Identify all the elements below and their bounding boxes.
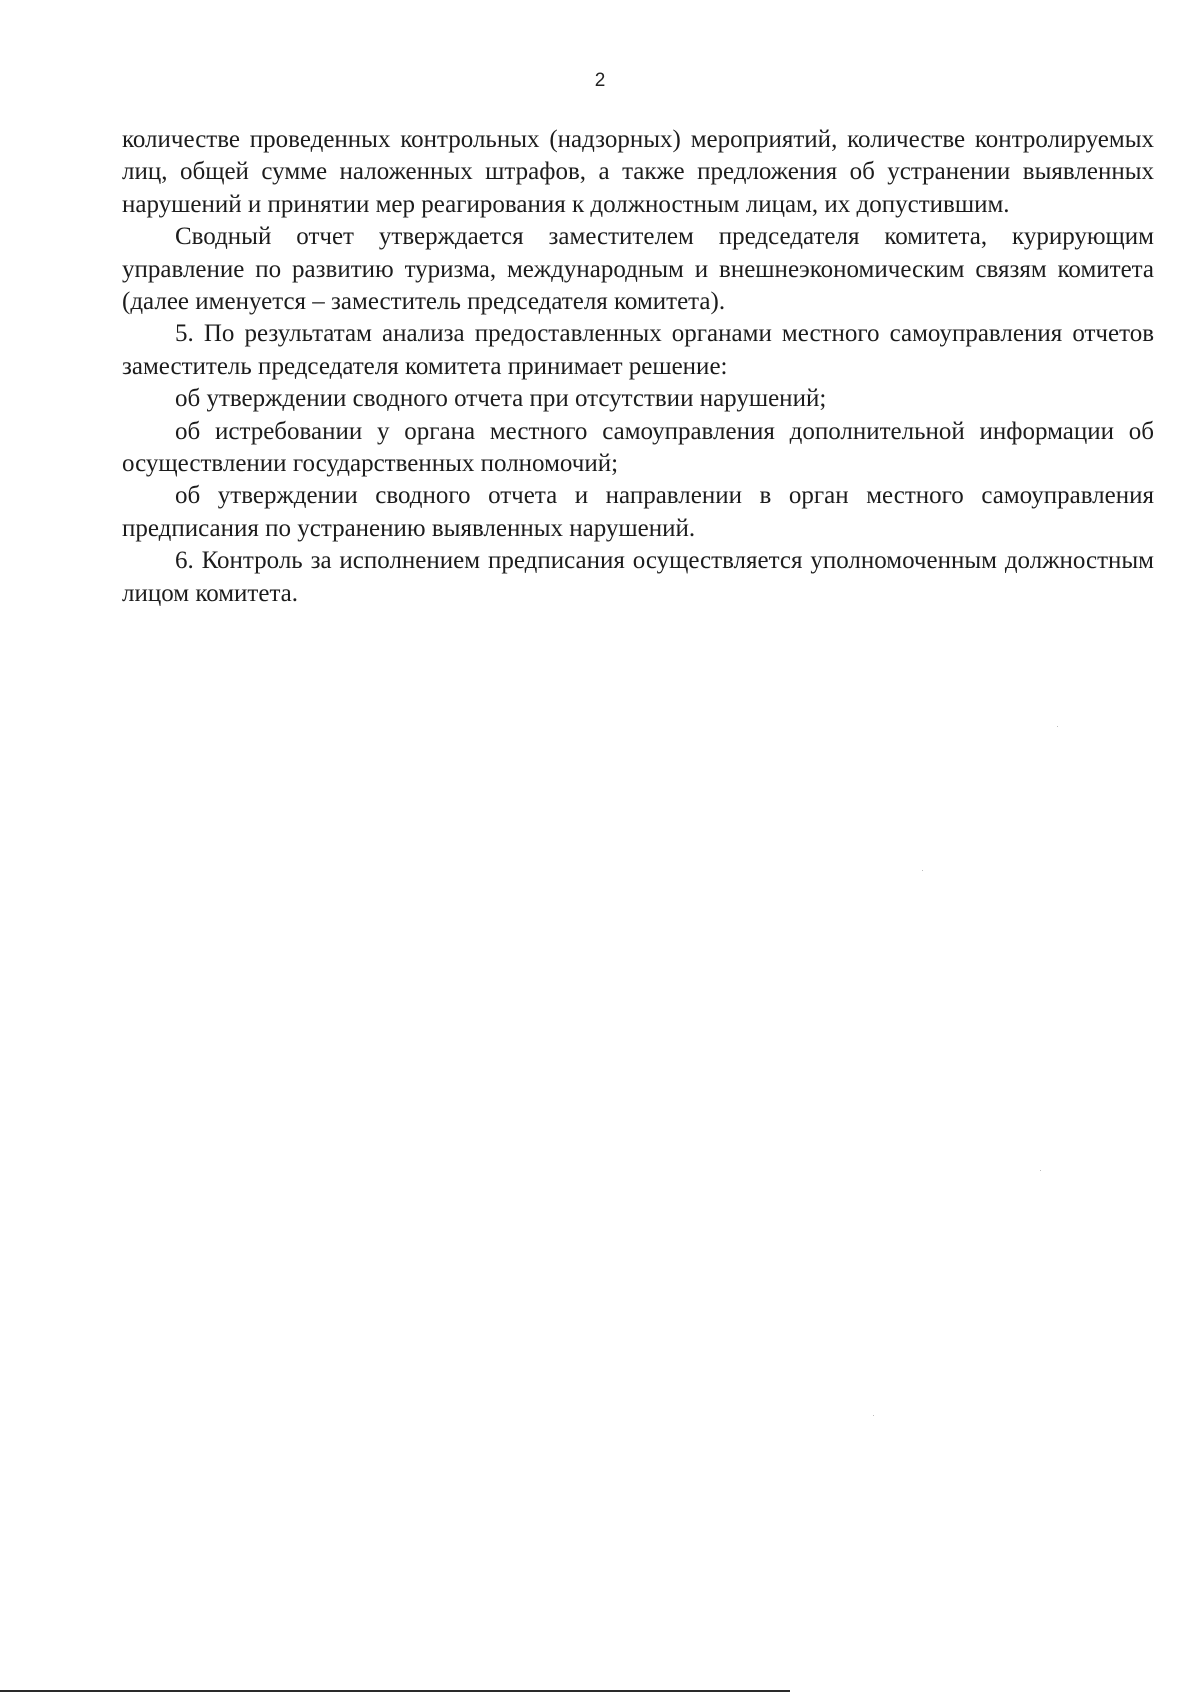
paragraph-decision-approve: об утверждении сводного отчета при отсутствии нарушений; (175, 385, 827, 413)
paragraph-report-contents: количестве проведенных контрольных (надзорных) мероприятий, количестве контролируемых лиц, общей сумме наложенных штрафов, а также предложения об устранении выявленных нарушений и принятии мер реагирования к должностным лицам, их допустившим. (122, 126, 1154, 218)
paragraph-decision-request-info: об истребовании у органа местного самоуправления дополнительной информации об осуществлении государственных полномочий; (122, 417, 1154, 478)
scan-speck (1057, 726, 1058, 727)
scan-speck (1040, 1170, 1041, 1171)
paragraph-decision-approve-with-order: об утверждении сводного отчета и направлении в орган местного самоуправления предписания по устранению выявленных нарушений. (122, 482, 1154, 542)
paragraph-item-6: 6. Контроль за исполнением предписания осуществляется уполномоченным должностным лицом комитета. (122, 547, 1154, 607)
scan-speck (922, 870, 923, 871)
paragraph-item-5: 5. По результатам анализа предоставленных органами местного самоуправления отчетов заместитель председателя комитета принимает решение: (122, 320, 1154, 380)
page-number: 2 (594, 70, 606, 91)
scan-speck (873, 1415, 874, 1416)
page-bottom-rule (0, 1690, 790, 1692)
document-body (122, 124, 1154, 610)
paragraph-summary-approval: Сводный отчет утверждается заместителем председателя комитета, курирующим управление по развитию туризма, международным и внешнеэкономическим связям комитета (далее именуется – заместитель председателя комитета). (122, 223, 1154, 316)
